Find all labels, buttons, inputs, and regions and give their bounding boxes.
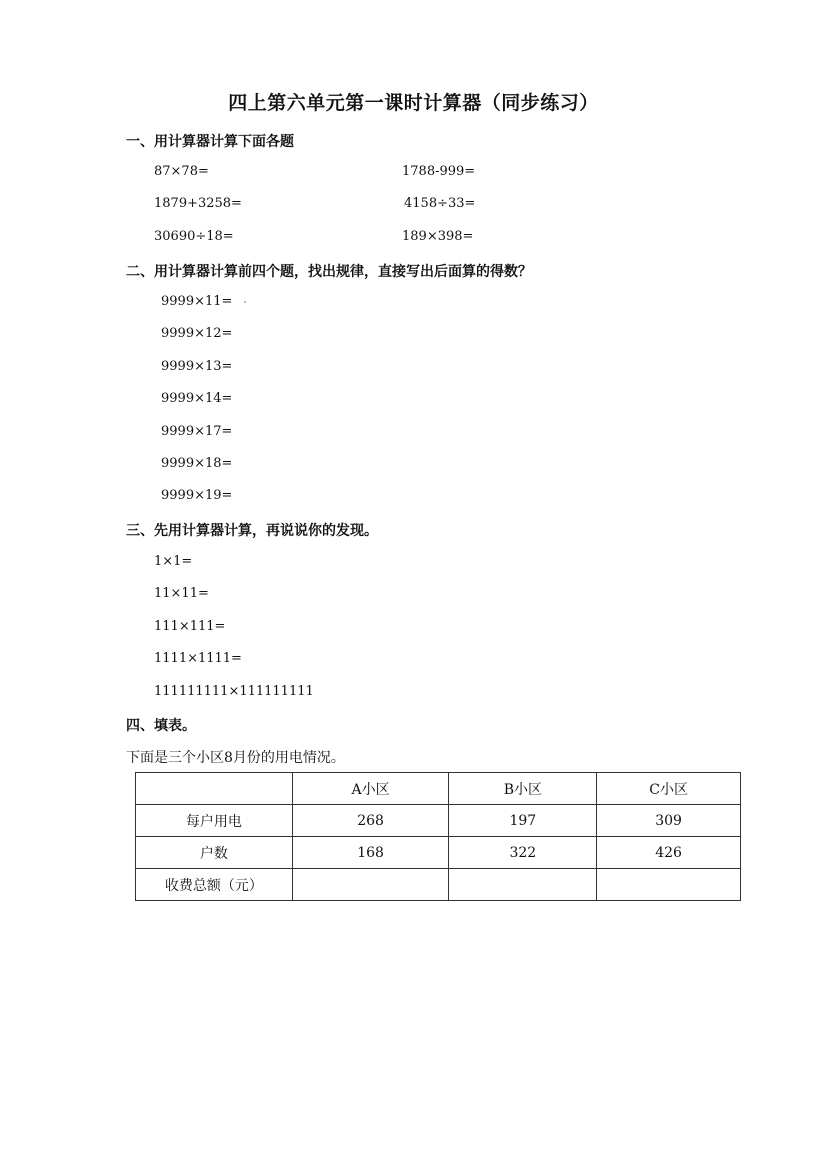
section2-problem: 9999×11=: [161, 294, 233, 309]
stray-mark: [244, 301, 246, 303]
table-cell: 268: [292, 805, 449, 837]
section2-problem: 9999×18=: [161, 456, 233, 471]
page-title: 四上第六单元第一课时计算器（同步练习）: [228, 92, 599, 114]
section2-problem: 9999×14=: [161, 391, 233, 406]
section1-problem: 1879+3258=: [154, 196, 242, 211]
row-label: 户数: [136, 837, 293, 869]
header-cell: A小区: [292, 773, 449, 805]
header-cell: C小区: [597, 773, 741, 805]
table-cell: 197: [449, 805, 597, 837]
table-cell: 168: [292, 837, 449, 869]
section3-problem: 111111111×111111111: [154, 684, 314, 699]
section1-problem: 30690÷18=: [154, 229, 234, 244]
table-row: [136, 805, 741, 837]
section3-problem: 111×111=: [154, 619, 226, 634]
answer-cell: [449, 869, 597, 901]
header-cell: B小区: [449, 773, 597, 805]
section1-problem: 4158÷33=: [404, 196, 476, 211]
section2-problem: 9999×19=: [161, 488, 233, 503]
table-row: [136, 869, 741, 901]
section2-problem: 9999×17=: [161, 424, 233, 439]
table-cell: 309: [597, 805, 741, 837]
section2-heading: 二、用计算器计算前四个题，找出规律，直接写出后面算的得数？: [126, 264, 532, 280]
section4-heading: 四、填表。: [126, 718, 196, 734]
table-intro: 下面是三个小区8月份的用电情况。: [126, 750, 345, 766]
row-label: 每户用电: [136, 805, 293, 837]
electricity-table: [135, 772, 741, 901]
answer-cell: [597, 869, 741, 901]
table-cell: 322: [449, 837, 597, 869]
section3-heading: 三、先用计算器计算，再说说你的发现。: [126, 523, 378, 539]
row-label: 收费总额（元）: [136, 869, 293, 901]
section1-problem: 87×78=: [154, 164, 209, 179]
table-row: [136, 837, 741, 869]
section1-problem: 189×398=: [402, 229, 474, 244]
section3-problem: 1111×1111=: [154, 651, 242, 666]
section3-problem: 11×11=: [154, 586, 209, 601]
section3-problem: 1×1=: [154, 554, 193, 569]
section1-problem: 1788-999=: [402, 164, 476, 179]
header-cell: [136, 773, 293, 805]
section1-heading: 一、用计算器计算下面各题: [126, 134, 294, 150]
section2-problem: 9999×12=: [161, 326, 233, 341]
section2-problem: 9999×13=: [161, 359, 233, 374]
table-cell: 426: [597, 837, 741, 869]
answer-cell: [292, 869, 449, 901]
table-header-row: [136, 773, 741, 805]
